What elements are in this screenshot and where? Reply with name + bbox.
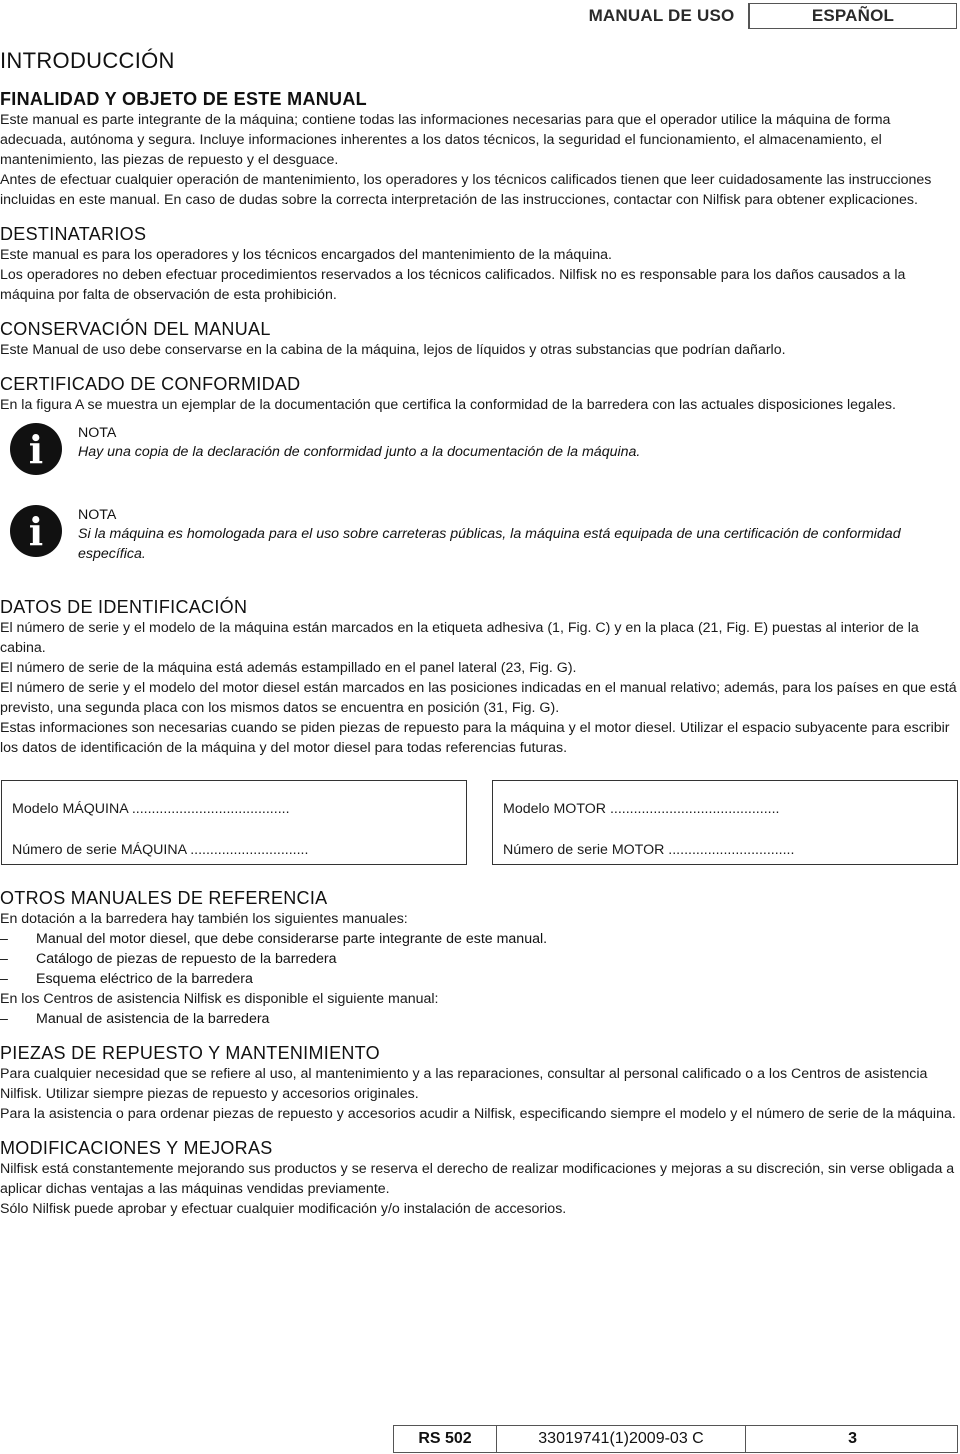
engine-model-field: Modelo MOTOR ...........................................: [503, 801, 780, 817]
engine-serial-field: Número de serie MOTOR ................................: [503, 842, 795, 858]
paragraph: El número de serie y el modelo de la máquina están marcados en la etiqueta adhesiva (1, Fig. C) y en la placa (21, Fig. E) puestas al interior de la cabina.: [0, 620, 919, 656]
footer-model: RS 502: [393, 1425, 496, 1453]
machine-serial-field: Número de serie MÁQUINA ..............................: [12, 842, 309, 858]
note-label: NOTA: [78, 507, 117, 523]
section-heading: FINALIDAD Y OBJETO DE ESTE MANUAL: [0, 89, 367, 109]
document-body: [0, 48, 958, 1233]
paragraph: Este manual es parte integrante de la máquina; contiene todas las informaciones necesarias para que el operador utilice la máquina de forma adecuada, autónoma y segura. Incluye informaciones inherentes a los datos técnicos, la seguridad el funcionamiento, el almacenamiento, el mantenimiento, las piezas de repuesto y el desguace.: [0, 112, 891, 168]
info-icon: i: [10, 423, 62, 475]
header-language: ESPAÑOL: [749, 3, 957, 29]
info-icon: i: [10, 505, 62, 557]
engine-data-box: [492, 780, 958, 865]
service-manuals-list: [0, 1009, 958, 1029]
paragraph: El número de serie y el modelo del motor diesel están marcados en las posiciones indicadas en el manual relativo; además, para los países en que está previsto, una segunda placa con los mismos datos se encuentra en posición (31, Fig. G).: [0, 680, 957, 716]
paragraph: En la figura A se muestra un ejemplar de la documentación que certifica la conformidad de la barredera con las actuales disposiciones legales.: [0, 397, 896, 413]
header-manual-label: MANUAL DE USO: [575, 3, 749, 29]
section-piezas: [0, 1043, 958, 1124]
section-heading: PIEZAS DE REPUESTO Y MANTENIMIENTO: [0, 1043, 380, 1063]
section-heading: MODIFICACIONES Y MEJORAS: [0, 1138, 273, 1158]
note-text: Si la máquina es homologada para el uso sobre carreteras públicas, la máquina está equipada de una certificación de conformidad específica.: [78, 526, 901, 562]
paragraph: Para la asistencia o para ordenar piezas de repuesto y accesorios acudir a Nilfisk, especificando siempre el modelo y el número de serie de la máquina.: [0, 1106, 956, 1122]
section-datos: [0, 597, 958, 870]
paragraph: En dotación a la barredera hay también los siguientes manuales:: [0, 911, 408, 927]
manuals-list: [0, 929, 958, 989]
section-heading: DESTINATARIOS: [0, 224, 147, 244]
section-heading: OTROS MANUALES DE REFERENCIA: [0, 888, 328, 908]
paragraph: Estas informaciones son necesarias cuando se piden piezas de repuesto para la máquina y el motor diesel. Utilizar el espacio subyacente para escribir los datos de identificación de la máquina y del motor diesel para todas referencias futuras.: [0, 720, 950, 756]
paragraph: Este manual es para los operadores y los técnicos encargados del mantenimiento de la máquina.: [0, 247, 612, 263]
note-text: Hay una copia de la declaración de conformidad junto a la documentación de la máquina.: [78, 444, 641, 460]
machine-data-box: [1, 780, 467, 865]
footer-doc-code: 33019741(1)2009-03 C: [496, 1425, 746, 1453]
paragraph: Sólo Nilfisk puede aprobar y efectuar cualquier modificación y/o instalación de accesorios.: [0, 1201, 567, 1217]
section-heading: DATOS DE IDENTIFICACIÓN: [0, 597, 248, 617]
note-block: [0, 423, 958, 485]
paragraph: Antes de efectuar cualquier operación de mantenimiento, los operadores y los técnicos calificados tienen que leer cuidadosamente las instrucciones incluidas en este manual. En caso de dudas sobre la correcta interpretación de las instrucciones, contactar con Nilfisk para obtener explicaciones.: [0, 172, 932, 208]
list-item: – Manual de asistencia de la barredera: [0, 1009, 958, 1029]
list-item: – Esquema eléctrico de la barredera: [0, 969, 958, 989]
machine-model-field: Modelo MÁQUINA ........................................: [12, 801, 290, 817]
footer-page-number: 3: [746, 1425, 958, 1453]
paragraph: En los Centros de asistencia Nilfisk es disponible el siguiente manual:: [0, 991, 439, 1007]
section-heading: CERTIFICADO DE CONFORMIDAD: [0, 374, 301, 394]
section-otros: [0, 888, 958, 1029]
section-modificaciones: [0, 1138, 958, 1219]
paragraph: Los operadores no deben efectuar procedimientos reservados a los técnicos calificados. Nilfisk no es responsable para los daños causados a la máquina por falta de observación de esta prohibición.: [0, 267, 906, 303]
list-item: – Catálogo de piezas de repuesto de la barredera: [0, 949, 958, 969]
page-title: INTRODUCCIÓN: [0, 48, 175, 73]
identification-boxes: [0, 780, 958, 870]
note-block: [0, 505, 958, 577]
section-finalidad: [0, 89, 958, 210]
paragraph: Para cualquier necesidad que se refiere al uso, al mantenimiento y a las reparaciones, consultar al personal calificado o a los Centros de asistencia Nilfisk. Utilizar siempre piezas de repuesto y accesorios originales.: [0, 1066, 928, 1102]
section-heading: CONSERVACIÓN DEL MANUAL: [0, 319, 271, 339]
paragraph: El número de serie de la máquina está además estampillado en el panel lateral (23, Fig. G).: [0, 660, 577, 676]
section-certificado: [0, 374, 958, 577]
paragraph: Este Manual de uso debe conservarse en la cabina de la máquina, lejos de líquidos y otras substancias que podrían dañarlo.: [0, 342, 786, 358]
section-destinatarios: [0, 224, 958, 305]
note-label: NOTA: [78, 425, 117, 441]
section-conservacion: [0, 319, 958, 360]
paragraph: Nilfisk está constantemente mejorando sus productos y se reserva el derecho de realizar modificaciones y mejoras a su discreción, sin verse obligada a aplicar dichas ventajas a las máquinas vendidas previamente.: [0, 1161, 955, 1197]
list-item: – Manual del motor diesel, que debe considerarse parte integrante de este manual.: [0, 929, 958, 949]
